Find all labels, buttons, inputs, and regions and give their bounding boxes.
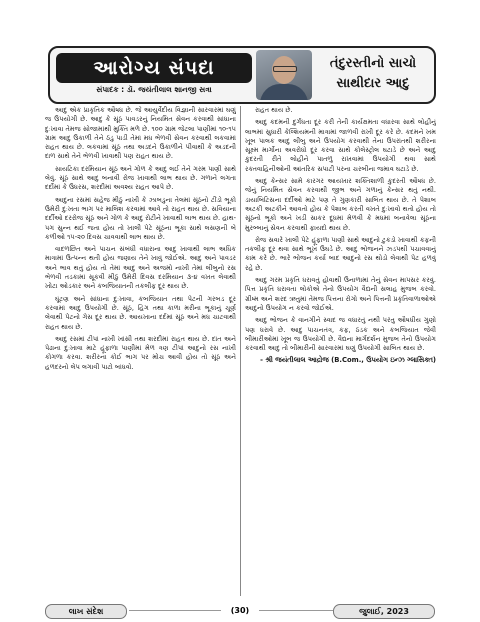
paragraph: આદુ કદમની દુર્ગંધતા દૂર કરી તેની કાર્યક્ષમતા વધારવા સાથે લોહીનું લાભમાં સુધારી કેલ્શિયમની માત્રામાં જાળવી રાખી દૂર કરે છે. કદમને ખમ ખૂબ પાલક આદુ લીંબુ અને ઉપયોગ કરવાથી તેના ઉપરાંતથી શરીરના સૂક્ષ્મ માર્ગોના અવરોધો દૂર કરવા સાથે કોલેસ્ટ્રોલ ઘટાડે છે અને આદુ કુદરતી રીતે લોહીને પાતળું રાખવામાં ઉપયોગી થવા સાથે રક્તવાહિનીઓની આંતરિક સપાટી પરના ચરબીના જમાવ ઘટાડે છે. — [245, 118, 436, 173]
author-signature: - શ્રી જયંતીલાલ આદ્રોજ (B.Com., ઉપયોગ ઇન્ઝ ગ્લાસિક્ત) — [260, 356, 436, 365]
paragraph: આદુના રસમાં સહેજ મીઠું નાખી કે ઝાબડુના તેલમાં સૂંઠનો ટીંડો ભૂકો ઉમેરી દુઃખતા ભાગ પર માલિશ કરવામાં આવે તો રાહત થાય છે. સવિયાના દર્દીઓ દરરોજ સૂંઠ અને ગોળ કે આદુ રોટીને ખાવાથી લાભ થાય છે. હાથ-પગ સુન્ન થઈ જતા હોય તો ખાલી પેટે સૂંઠના ભૂકા સાથે લસણની બે કળીઓ ૧૫-૨૦ દિવસ ચાવવાથી લાભ થાય છે. — [45, 195, 236, 241]
article-title-line-1: તંદુરસ્તીનો સાચો — [329, 56, 417, 71]
paragraph: ઘૂંટણ અને સાંધાના દુઃખાવા, કબજિયાત તથા પેટની ગરબડ દૂર કરવામાં આદુ ઉપયોગી છે. સૂંઠ, હિંગ તથા કાળા મરીના ભૂકાનું ચૂર્ણ લેવાથી પેટનો ગેસ દૂર થાય છે. આયખાના દર્દમાં સૂંઠ અને મધ ચાટવાથી રાહત થાય છે. — [45, 294, 236, 331]
left-text-column — [45, 106, 236, 600]
author-photo — [256, 50, 312, 100]
paragraph: આદુ કેન્સર સામે કારગર આયખાર શક્તિશાળી કુદરતી ઔષધ છે. જેનું નિયમિત સેવન કરવાથી જીભ અને ગળાનું કેન્સર થતું નથી. ડાયાબિટિસના દર્દીઓ માટે પણ તે ગુણકારી સાબિત થાય છે. તે પેશાબ અટકી અટકીને આવતો હોય કે પેશાબ કરતી વખતે દુઃખાવો થતો હોય તો સૂંઠનો ભૂકો અને ખડી સાકર દૂધમાં મેળવી કે મધમાં બનાવેલા સૂંઠના મુરબ્બાનું સેવન કરવાથી ફાયદો થાય છે. — [245, 177, 436, 232]
column-divider — [240, 106, 241, 596]
issue-date: જુલાઈ, 2023 — [333, 604, 435, 619]
paragraph: આદુ એક પ્રાકૃતિક ઔષધ છે. જે આયુર્વેદીય વિજ્ઞાની સારવારમાં ઘણું જ ઉપયોગી છે. આદુ કે સૂંઠ પાવડરનું નિયમિત સેવન કરવાથી સાંધાના દુઃખાવા તેમજ સોજામાંથી મુક્તિ મળે છે. ૧૦૦ ગ્રામ જેટલા પાણીમાં ૧૦-૧૫ ગ્રામ આદુ ઉકાળી તેને ઠંડુ પાડી તેમાં મધ ભેળવી સેવન કરવાથી લકવામાં રાહત થાય છે. લકવામાં સૂંઠ તથા અડદને ઉકાળીને પીવાથી કે અડદની દાળ સાથે તેને ભેળવી ખાવાથી પણ રાહત થાય છે. — [45, 106, 236, 161]
paragraph: આદુ ગરમ પ્રકૃતિ ધરાવતું હોવાથી ઉનાળામાં તેનું સેવન માપસર કરવું. પિત્ત પ્રકૃતિ ધરાવતા લોકોએ તેનો ઉપયોગ વૈદ્યની સલાહ મુજબ કરવો. ગ્રીષ્મ અને શરદ ઋતુમાં તેમજ પિત્તના રોગો અને પિત્તની પ્રકૃતિવાળાઓએ આદુનો ઉપયોગ ન કરવો જોઈએ. — [245, 276, 436, 312]
publication-name: લાખ સંદેશ — [45, 604, 127, 619]
paragraph: રાહત થાય છે. — [255, 106, 293, 114]
article-title — [318, 54, 428, 94]
footer-divider — [129, 610, 221, 611]
paragraph: સાયટિકા દરમિયાન સૂંઠ અને ગોળ કે આદુ લઈ તેને ગરમ પાણી સાથે લેવું. સૂંઠ સાથે આદુ બનાવી રોજ ખાવાથી લાભ થાય છે. ગળાને લગતા દર્દોમાં કે ઉધરસ, શરદીમાં અવશ્ય રાહત આપે છે. — [45, 164, 236, 192]
paragraph: આદુ રસમાં ટીપાં નાખી ખાંસી તથા શરદીમાં રાહત થાય છે. દાંત અને પેઢાના દુઃખાવા માટે હૂંફાળા પાણીમાં મેળ ત્રણ ટીપાં આદુનો રસ નાખી કોગળા કરવા. શરીરના કોઈ ભાગ પર મોચ આવી હોય તો સૂંઠ અને હળદરનો લેપ લગાવી પાટો બાંધવો. — [45, 334, 236, 371]
column-title: આરોગ્ય સંપદા — [56, 53, 252, 83]
right-text-column — [245, 106, 436, 600]
article-title-line-2: સાથીદાર આદુ — [336, 76, 410, 91]
paragraph: વાદળછિત અને પાચન સંબંધી વધારાના આદુ ખાવાથી લાભ અધિક માત્રામાં ઉત્પન્ન થતી હોય જણાય તેને ખાવું જોઈએ. આદુ અને પાવડર અને ભાવ થતું હોય તો તેમાં આદુ અને અજમો નાખી તેમાં લીંબુનો રસ ભેળવી તડકામાં સૂકવી મીઠું ઉમેરી દિવસ દરમિયાન ૩-૪ વખત લેવાથી ખોટા ઓડકાર અને કબજિયાતની તકલીફ દૂર થાય છે. — [45, 245, 236, 291]
header-banner — [48, 46, 436, 104]
page-footer — [45, 604, 435, 618]
paragraph: આદુ ભોજન કે વાનગીને સ્વાદ જ વધારતું નથી પરંતુ ઔષધીય ગુણો પણ ધરાવે છે. આદુ પાચનતંત્ર, કફ, ઠંડક અને કબજિયાત જેવી બીમારીઓમાં ખૂબ જ ઉપયોગી છે. વૈદ્યના માર્ગદર્શન મુજબ તેનો ઉપયોગ કરવાથી આદુ તો બીમારીની સારવારમાં ઘણું ઉપયોગી સાબિત થાય છે. — [245, 316, 436, 353]
paragraph: રોજ સવારે ખાલી પેટે હૂંફાળા પાણી સાથે આદુનો ટુકડો ખાવાથી કફની તકલીફ દૂર થવા સાથે ભૂખ ઉઘડે છે. આદુ ભોજનને ઝડપથી પચાવવાનું કામ કરે છે. ભારે ભોજન કર્યા બાદ આદુનો રસ થોડો લેવાથી પેટ હળવું રહે છે. — [245, 235, 436, 272]
editor-credit: સંપાદક : ડૉ. જયંતીલાલ શાનજી સત્રા — [96, 85, 212, 94]
footer-divider — [259, 610, 333, 611]
page-number: (30) — [230, 606, 250, 615]
